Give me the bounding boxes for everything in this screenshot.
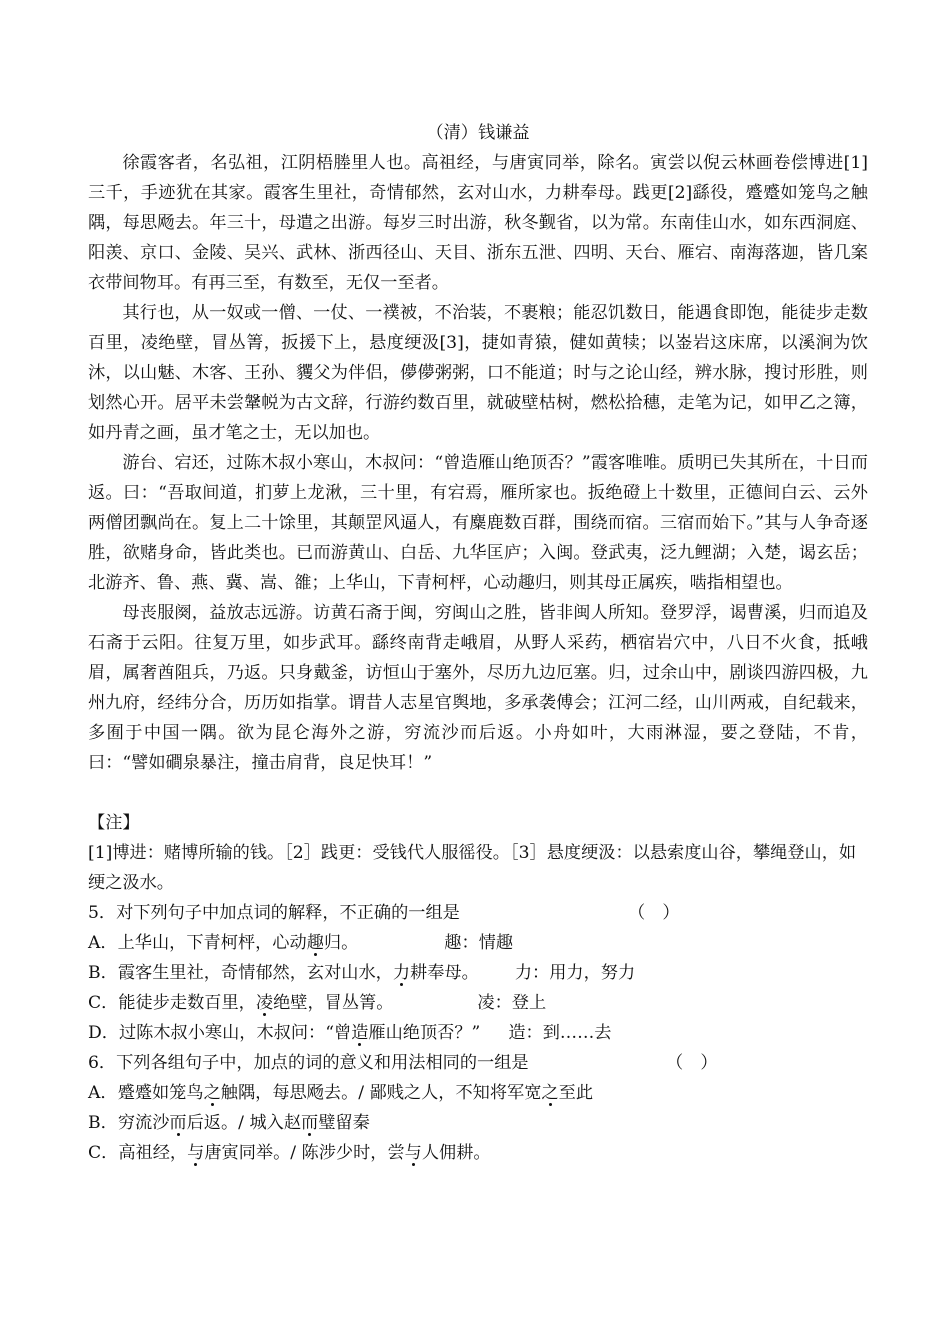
question-5-answer-blank: （ ） <box>628 903 680 923</box>
q5-option-a <box>88 928 868 958</box>
dotted-word: 而 <box>301 1113 319 1133</box>
option-letter: C． <box>88 1143 119 1163</box>
option-gloss: 造：到……去 <box>508 1023 612 1043</box>
passage-paragraph-3: 游台、宕还，过陈木叔小寒山，木叔问：“曾造雁山绝顶否？”霞客唯唯。质明已失其所在，十日而返。曰：“吾取间道，扪萝上龙湫，三十里，有宕焉，雁所家也。扳绝磴上十数里，正德间白云、云外两僧团飘尚在。复上二十馀里，其颠罡风逼人，有麋鹿数百群，围绕而宿。三宿而始下。”其与人争奇逐胜，欲赌身命，皆此类也。已而游黄山、白岳、九华匡庐；入闽。登武夷，泛九鲤湖；入楚，谒玄岳；北游齐、鲁、燕、冀、嵩、雒；上华山，下青柯枰，心动趣归，则其母正属疾，啮指相望也。 <box>88 453 868 593</box>
dotted-word: 凌 <box>255 993 274 1013</box>
question-6-answer-blank: （ ） <box>666 1053 718 1073</box>
option-gloss: 凌：登上 <box>477 993 547 1013</box>
option-letter: B． <box>88 1113 118 1133</box>
document-page <box>88 118 868 1168</box>
option-text: 高祖经， <box>118 1143 188 1163</box>
notes-text: [1]博进：赌博所输的钱。［2］践更：受钱代人服徭役。［3］悬度绠汲：以悬索度山谷，攀绳登山，如绠之汲水。 <box>88 843 857 893</box>
passage-paragraph-2: 其行也，从一奴或一僧、一仗、一襆被，不治装，不裹粮；能忍饥数日，能遇食即饱，能徒步走数百里，凌绝壁，冒丛箐，扳援下上，悬度绠汲[3]，捷如青猿，健如黄犊；以崟岩这床席，以溪涧为饮沐，以山魅、木客、王孙、貜父为伴侣，儚儚粥粥，口不能道；时与之论山经，辨水脉，搜讨形胜，则划然心开。居平未尝鞶帨为古文辞，行游约数百里，就破壁枯树，燃松拾穗，走笔为记，如甲乙之簿，如丹青之画，虽才笔之士，无以加也。 <box>88 303 868 443</box>
option-text: 过陈木叔小寒山，木叔问：“曾 <box>118 1023 352 1043</box>
author-line: （清）钱谦益 <box>426 123 530 143</box>
option-text: 蹙蹙如笼鸟 <box>117 1083 204 1103</box>
dotted-word: 之 <box>203 1083 221 1103</box>
q5-option-d <box>88 1018 868 1048</box>
option-letter: B． <box>88 963 118 983</box>
dotted-word: 造 <box>351 1023 369 1043</box>
dotted-word: 趣 <box>306 933 324 953</box>
option-text: 至此 <box>558 1083 594 1103</box>
section-gap <box>88 778 868 808</box>
option-letter: D． <box>88 1023 119 1043</box>
option-letter: C． <box>88 993 119 1013</box>
option-text: 霞客生里社，奇情郁然，玄对山水， <box>117 963 393 983</box>
q6-option-c <box>88 1138 868 1168</box>
option-text: 雁山绝顶否？” <box>368 1023 481 1043</box>
dotted-word: 力 <box>392 963 411 983</box>
dotted-word: 之 <box>541 1083 559 1103</box>
question-5-stem <box>88 898 868 928</box>
question-6-text: 6．下列各组句子中，加点的词的意义和用法相同的一组是 <box>88 1053 529 1073</box>
dotted-word: 与 <box>404 1143 422 1163</box>
q6-option-a <box>88 1078 868 1108</box>
option-text: 唐寅同举。/ <box>204 1143 302 1163</box>
option-text: 璧留秦 <box>318 1113 370 1133</box>
notes-header: 【注】 <box>88 813 140 833</box>
dotted-word: 而 <box>169 1113 187 1133</box>
option-text: 陈涉少时，尝 <box>301 1143 405 1163</box>
option-text: 归。 <box>323 933 359 953</box>
option-gloss: 趣：情趣 <box>444 933 514 953</box>
passage-paragraph-1: 徐霞客者，名弘祖，江阴梧塍里人也。高祖经，与唐寅同举，除名。寅尝以倪云林画卷偿博进[1]三千，手迹犹在其家。霞客生里社，奇情郁然，玄对山水，力耕奉母。践更[2]繇役，蹙蹙如笼鸟之触隅，每思飏去。年三十，母遣之出游。每岁三时出游，秋冬觐省，以为常。东南佳山水，如东西洞庭、阳羡、京口、金陵、吴兴、武林、浙西径山、天目、浙东五泄、四明、天台、雁宕、南海落迦，皆几案衣带间物耳。有再三至，有数至，无仅一至者。 <box>88 153 868 293</box>
option-text: 后返。/ <box>186 1113 250 1133</box>
option-text: 穷流沙 <box>117 1113 170 1133</box>
q5-option-c <box>88 988 868 1018</box>
option-text: 能徒步走数百里， <box>118 993 256 1013</box>
option-text: 触隅，每思飏去。/ <box>220 1083 370 1103</box>
option-gloss: 力：用力，努力 <box>514 963 636 983</box>
option-text: 鄙贱之人，不知将军宽 <box>369 1083 542 1103</box>
option-letter: A． <box>88 1083 118 1103</box>
q5-option-b <box>88 958 868 988</box>
option-text: 上华山，下青柯枰，心动 <box>117 933 307 953</box>
dotted-word: 与 <box>187 1143 205 1163</box>
option-letter: A． <box>88 933 118 953</box>
option-text: 人佣耕。 <box>421 1143 491 1163</box>
passage-paragraph-4: 母丧服阕，益放志远游。访黄石斋于闽，穷闽山之胜，皆非闽人所知。登罗浮，谒曹溪，归而追及石斋于云阳。往复万里，如步武耳。繇终南背走峨眉，从野人采药，栖宿岩穴中，八日不火食，抵峨眉，属奢酋阻兵，乃返。只身戴釜，访恒山于塞外，尽历九边厄塞。归，过余山中，剧谈四游四极，九州九府，经纬分合，历历如指掌。谓昔人志星官舆地，多承袭傅会；江河二经，山川两戒，自纪载来，多囿于中国一隅。欲为昆仑海外之游，穷流沙而后返。小舟如叶，大雨淋湿，要之登陆，不肯，曰：“譬如磵泉暴注，撞击肩背，良足快耳！” <box>88 603 868 773</box>
question-6-stem <box>88 1048 868 1078</box>
q6-option-b <box>88 1108 868 1138</box>
option-text: 城入赵 <box>249 1113 302 1133</box>
option-text: 绝壁，冒丛箐。 <box>273 993 394 1013</box>
option-text: 耕奉母。 <box>410 963 479 983</box>
question-5-text: 5．对下列句子中加点词的解释，不正确的一组是 <box>88 903 460 923</box>
